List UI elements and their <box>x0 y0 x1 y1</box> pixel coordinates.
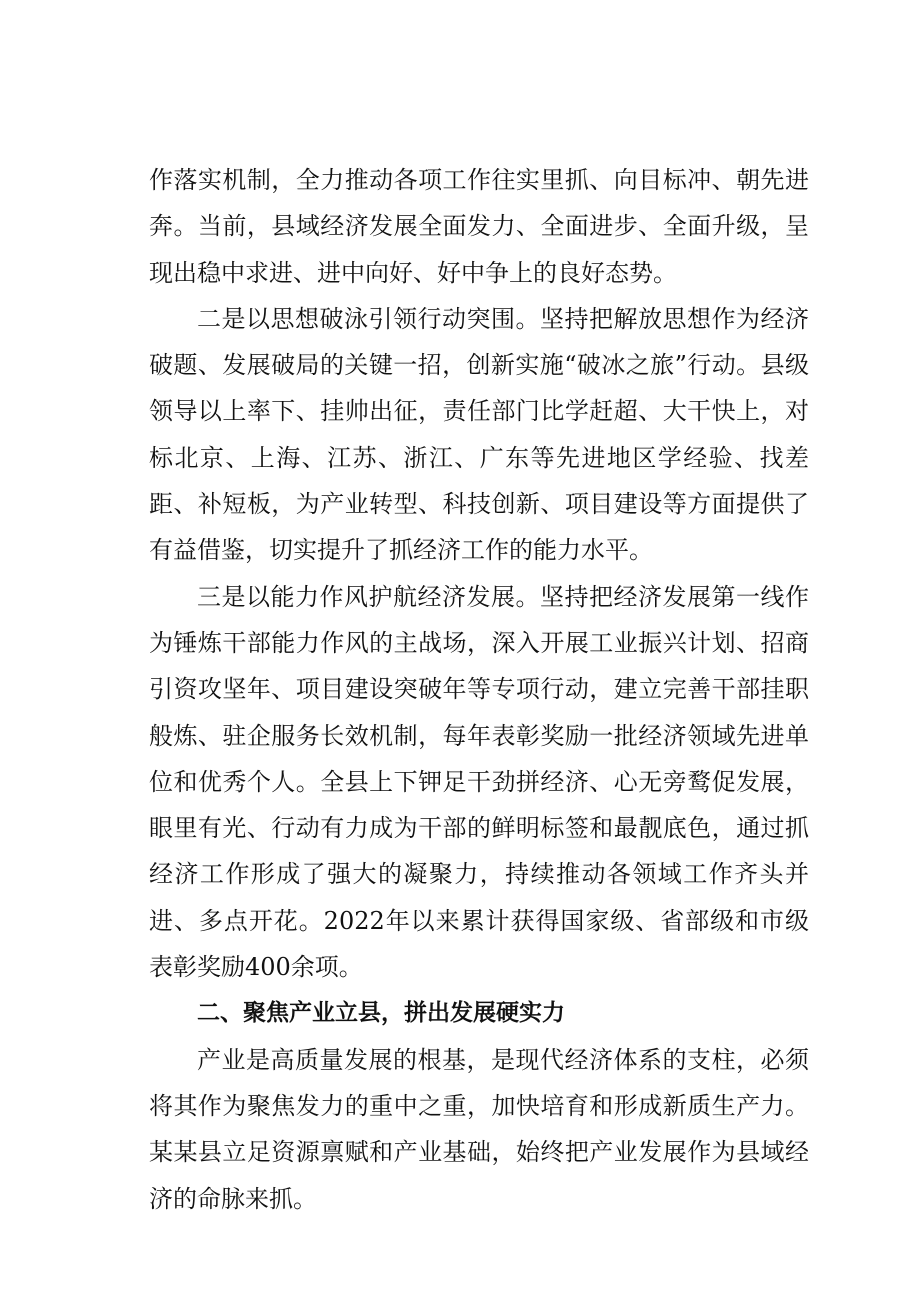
paragraph-capability: 三是以能力作风护航经济发展。坚持把经济发展第一线作为锤炼干部能力作风的主战场，深入开展工业振兴计划、招商引资攻坚年、项目建设突破年等专项行动，建立完善干部挂职般炼、驻企服务长效机制，每年表彰奖励一批经济领域先进单位和优秀个人。全县上下钾足干劲拼经济、心无旁鹜促发展，眼里有光、行动有力成为干部的鲜明标签和最靓底色，通过抓经济工作形成了强大的凝聚力，持续推动各领域工作齐头并进、多点开花。2022年以来累计获得国家级、省部级和市级表彰奖励400余项。 <box>149 582 809 982</box>
paragraph-ideology: 二是以思想破泳引领行动突围。坚持把解放思想作为经济破题、发展破局的关键一招，创新实施“破冰之旅”行动。县级领导以上率下、挂帅出征，责任部门比学赶超、大干快上，对标北京、上海、江苏、浙江、广东等先进地区学经验、找差距、补短板，为产业转型、科技创新、项目建设等方面提供了有益借鉴，切实提升了抓经济工作的能力水平。 <box>149 304 809 565</box>
paragraph-continuation: 作落实机制，全力推动各项工作往实里抓、向目标冲、朝先进奔。当前，县域经济发展全面发力、全面进步、全面升级，呈现出稳中求进、进中向好、好中争上的良好态势。 <box>149 166 809 287</box>
section-heading: 二、聚焦产业立县，拼出发展硬实力 <box>197 1000 565 1027</box>
document-body <box>149 157 809 1222</box>
paragraph-industry: 产业是高质量发展的根基，是现代经济体系的支柱，必须将其作为聚焦发力的重中之重，加快培育和形成新质生产力。某某县立足资源禀赋和产业基础，始终把产业发展作为县域经济的命脉来抓。 <box>149 1045 809 1213</box>
